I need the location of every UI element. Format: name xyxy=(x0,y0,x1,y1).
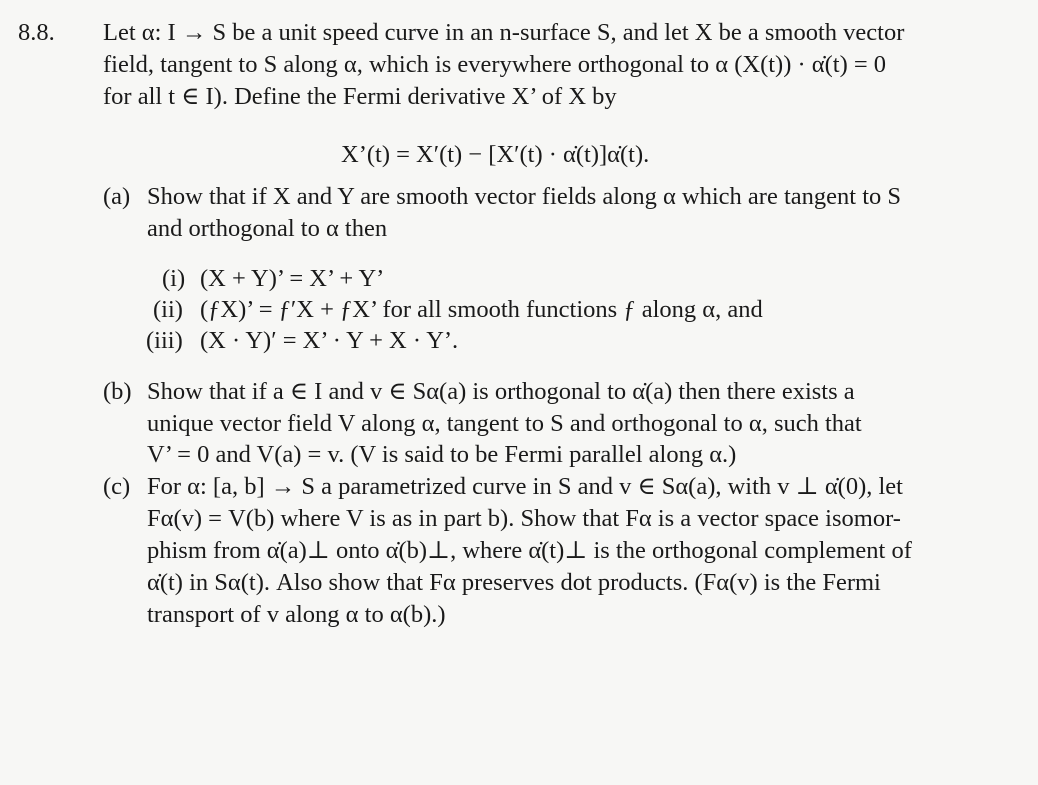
part-b-line-3: V’ = 0 and V(a) = v. (V is said to be Fermi parallel along α.) xyxy=(147,441,737,468)
part-a-line-1: Show that if X and Y are smooth vector fields along α which are tangent to S xyxy=(147,183,902,210)
part-a-label: (a) xyxy=(103,183,131,210)
intro-line-3: for all t ∈ I). Define the Fermi derivative X’ of X by xyxy=(103,83,617,110)
part-b-line-1: Show that if a ∈ I and v ∈ Sα(a) is orthogonal to α̇(a) then there exists a xyxy=(147,378,855,405)
part-b-label: (b) xyxy=(103,378,132,405)
item-ii-text: (ƒX)’ = ƒ′X + ƒX’ for all smooth functions ƒ along α, and xyxy=(200,296,763,323)
item-ii-label: (ii) xyxy=(153,296,183,323)
item-i-label: (i) xyxy=(162,265,186,292)
part-c-line-3: phism from α̇(a)⊥ onto α̇(b)⊥, where α̇(t)⊥ is the orthogonal complement of xyxy=(147,537,912,564)
problem-number: 8.8. xyxy=(18,19,55,46)
part-c-line-2: Fα(v) = V(b) where V is as in part b). Show that Fα is a vector space isomor- xyxy=(147,505,901,532)
part-c-line-1: For α: [a, b] → S a parametrized curve in S and v ∈ Sα(a), with v ⊥ α̇(0), let xyxy=(147,473,903,500)
part-c-line-5: transport of v along α to α(b).) xyxy=(147,601,446,628)
part-c-line-4: α̇(t) in Sα(t). Also show that Fα preserves dot products. (Fα(v) is the Fermi xyxy=(147,569,881,596)
item-iii-text: (X · Y)′ = X’ · Y + X · Y’. xyxy=(200,327,459,354)
part-b-line-2: unique vector field V along α, tangent to S and orthogonal to α, such that xyxy=(147,410,862,437)
fermi-derivative-equation: X’(t) = X′(t) − [X′(t) · α̇(t)]α̇(t). xyxy=(341,141,650,168)
item-iii-label: (iii) xyxy=(146,327,183,354)
intro-line-1: Let α: I → S be a unit speed curve in an n-surface S, and let X be a smooth vector xyxy=(103,19,905,46)
intro-line-2: field, tangent to S along α, which is everywhere orthogonal to α (X(t)) · α̇(t) = 0 xyxy=(103,51,887,78)
part-c-label: (c) xyxy=(103,473,131,500)
part-a-line-2: and orthogonal to α then xyxy=(147,215,388,242)
item-i-text: (X + Y)’ = X’ + Y’ xyxy=(200,265,385,292)
